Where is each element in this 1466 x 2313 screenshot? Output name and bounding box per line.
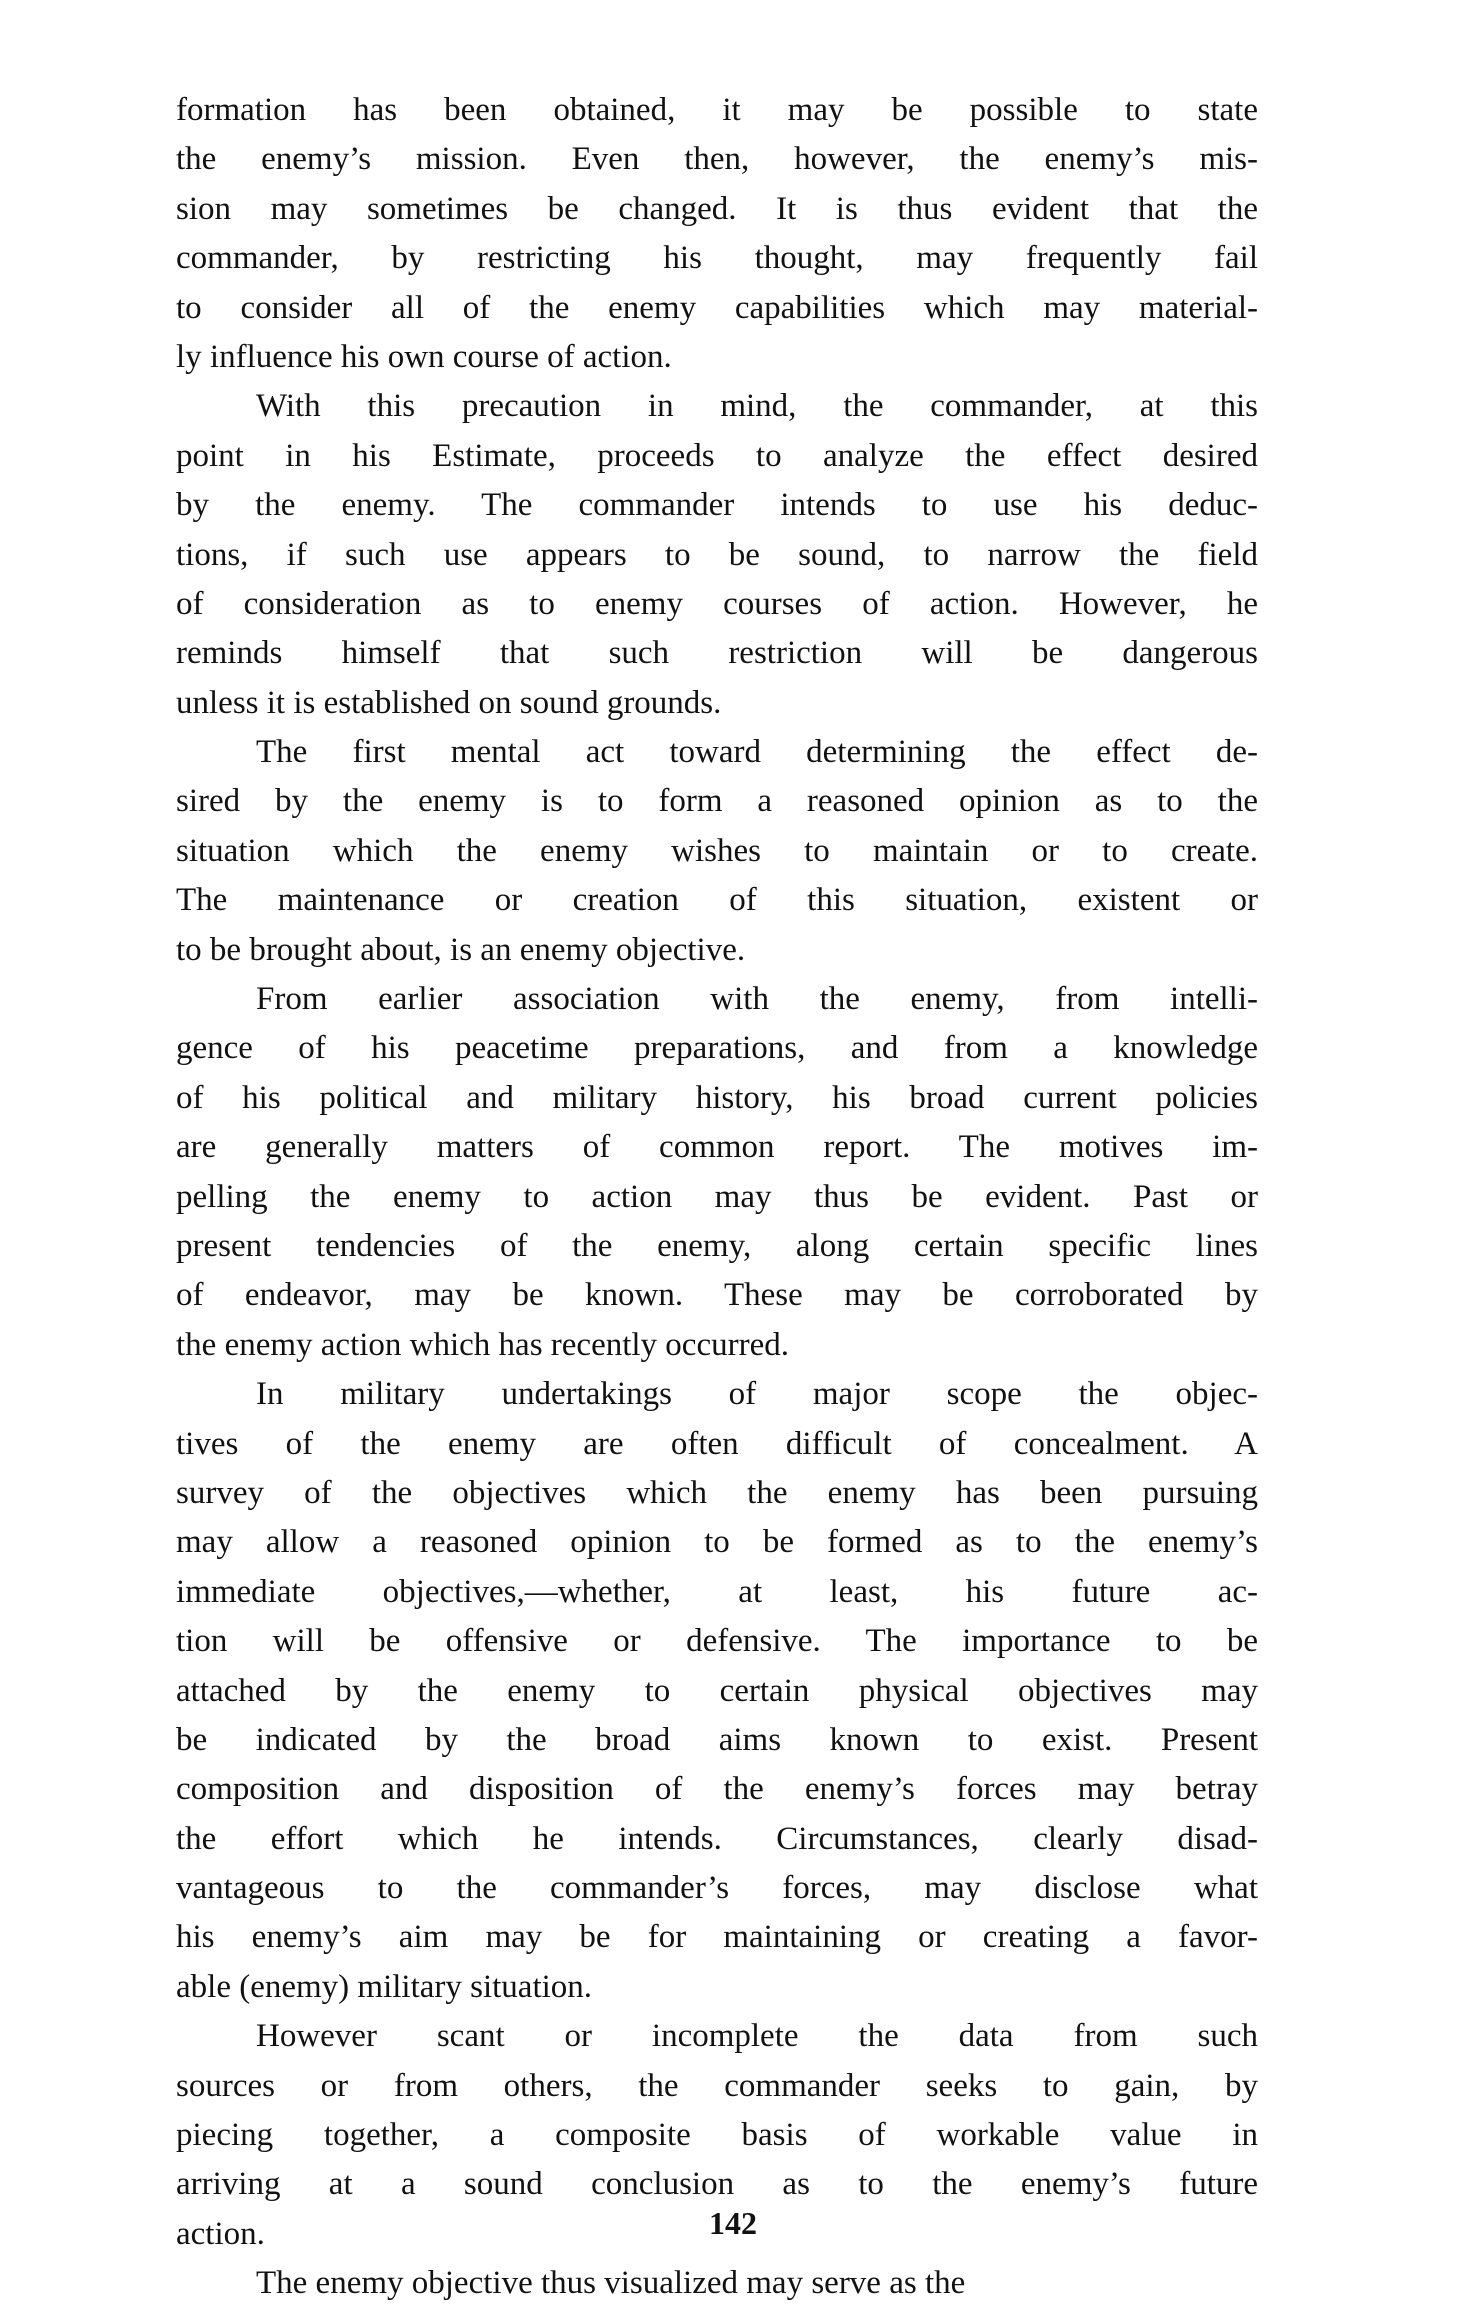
- text-line: situation which the enemy wishes to maintain or to create.: [176, 832, 1258, 869]
- text-line: attached by the enemy to certain physical objectives may: [176, 1672, 1258, 1709]
- text-line: by the enemy. The commander intends to use his deduc-: [176, 487, 1258, 524]
- text-line: the effort which he intends. Circumstances, clearly disad-: [176, 1820, 1258, 1857]
- text-line: to be brought about, is an enemy objective.: [176, 931, 746, 968]
- paragraph: [176, 728, 1258, 975]
- text-line: The enemy objective thus visualized may serve as the: [256, 2265, 966, 2302]
- text-line: arriving at a sound conclusion as to the enemy’s future: [176, 2166, 1258, 2203]
- paragraph: [176, 2259, 1258, 2308]
- text-line: tives of the enemy are often difficult of concealment. A: [176, 1425, 1258, 1462]
- text-line: action.: [176, 2215, 265, 2252]
- text-line: survey of the objectives which the enemy has been pursuing: [176, 1474, 1258, 1511]
- text-line: his enemy’s aim may be for maintaining or creating a favor-: [176, 1919, 1258, 1956]
- text-line: gence of his peacetime preparations, and from a knowledge: [176, 1030, 1258, 1067]
- text-line: formation has been obtained, it may be possible to state: [176, 92, 1258, 128]
- text-line: In military undertakings of major scope the objec-: [256, 1376, 1258, 1413]
- text-line: able (enemy) military situation.: [176, 1968, 593, 2005]
- text-line: vantageous to the commander’s forces, may disclose what: [176, 1870, 1258, 1907]
- text-line: However scant or incomplete the data from such: [256, 2018, 1258, 2055]
- text-line: From earlier association with the enemy, from intelli-: [256, 981, 1258, 1018]
- text-line: sion may sometimes be changed. It is thus evident that the: [176, 190, 1258, 227]
- paragraph: [176, 86, 1258, 382]
- text-line: With this precaution in mind, the commander, at this: [256, 388, 1258, 425]
- text-line: point in his Estimate, proceeds to analyze the effect desired: [176, 437, 1258, 474]
- text-line: may allow a reasoned opinion to be formed as to the enemy’s: [176, 1524, 1258, 1561]
- text-line: sired by the enemy is to form a reasoned opinion as to the: [176, 783, 1258, 820]
- paragraph: [176, 382, 1258, 728]
- text-line: composition and disposition of the enemy’s forces may betray: [176, 1771, 1258, 1808]
- text-line: be indicated by the broad aims known to exist. Present: [176, 1721, 1258, 1758]
- text-line: The first mental act toward determining the effect de-: [256, 734, 1258, 771]
- text-line: ly influence his own course of action.: [176, 338, 672, 375]
- text-line: present tendencies of the enemy, along certain specific lines: [176, 1227, 1258, 1264]
- text-line: tion will be offensive or defensive. The importance to be: [176, 1623, 1258, 1660]
- text-line: tions, if such use appears to be sound, to narrow the field: [176, 536, 1258, 573]
- text-line: the enemy action which has recently occurred.: [176, 1326, 789, 1363]
- text-line: the enemy’s mission. Even then, however, the enemy’s mis-: [176, 141, 1258, 178]
- text-line: reminds himself that such restriction will be dangerous: [176, 635, 1258, 672]
- paragraph: [176, 1370, 1258, 2012]
- text-line: of endeavor, may be known. These may be corroborated by: [176, 1277, 1258, 1314]
- text-line: piecing together, a composite basis of workable value in: [176, 2117, 1258, 2154]
- text-line: of consideration as to enemy courses of action. However, he: [176, 585, 1258, 622]
- page-body: [176, 86, 1258, 2309]
- text-line: of his political and military history, his broad current policies: [176, 1079, 1258, 1116]
- text-line: The maintenance or creation of this situation, existent or: [176, 882, 1258, 919]
- text-line: unless it is established on sound grounds.: [176, 684, 722, 721]
- text-line: pelling the enemy to action may thus be evident. Past or: [176, 1178, 1258, 1215]
- text-line: to consider all of the enemy capabilities which may material-: [176, 289, 1258, 326]
- text-line: sources or from others, the commander seeks to gain, by: [176, 2067, 1258, 2104]
- text-line: immediate objectives,—whether, at least, his future ac-: [176, 1573, 1258, 1610]
- text-line: commander, by restricting his thought, may frequently fail: [176, 240, 1258, 277]
- paragraph: [176, 975, 1258, 1370]
- text-line: are generally matters of common report. The motives im-: [176, 1129, 1258, 1166]
- page-number: 142: [709, 2205, 757, 2241]
